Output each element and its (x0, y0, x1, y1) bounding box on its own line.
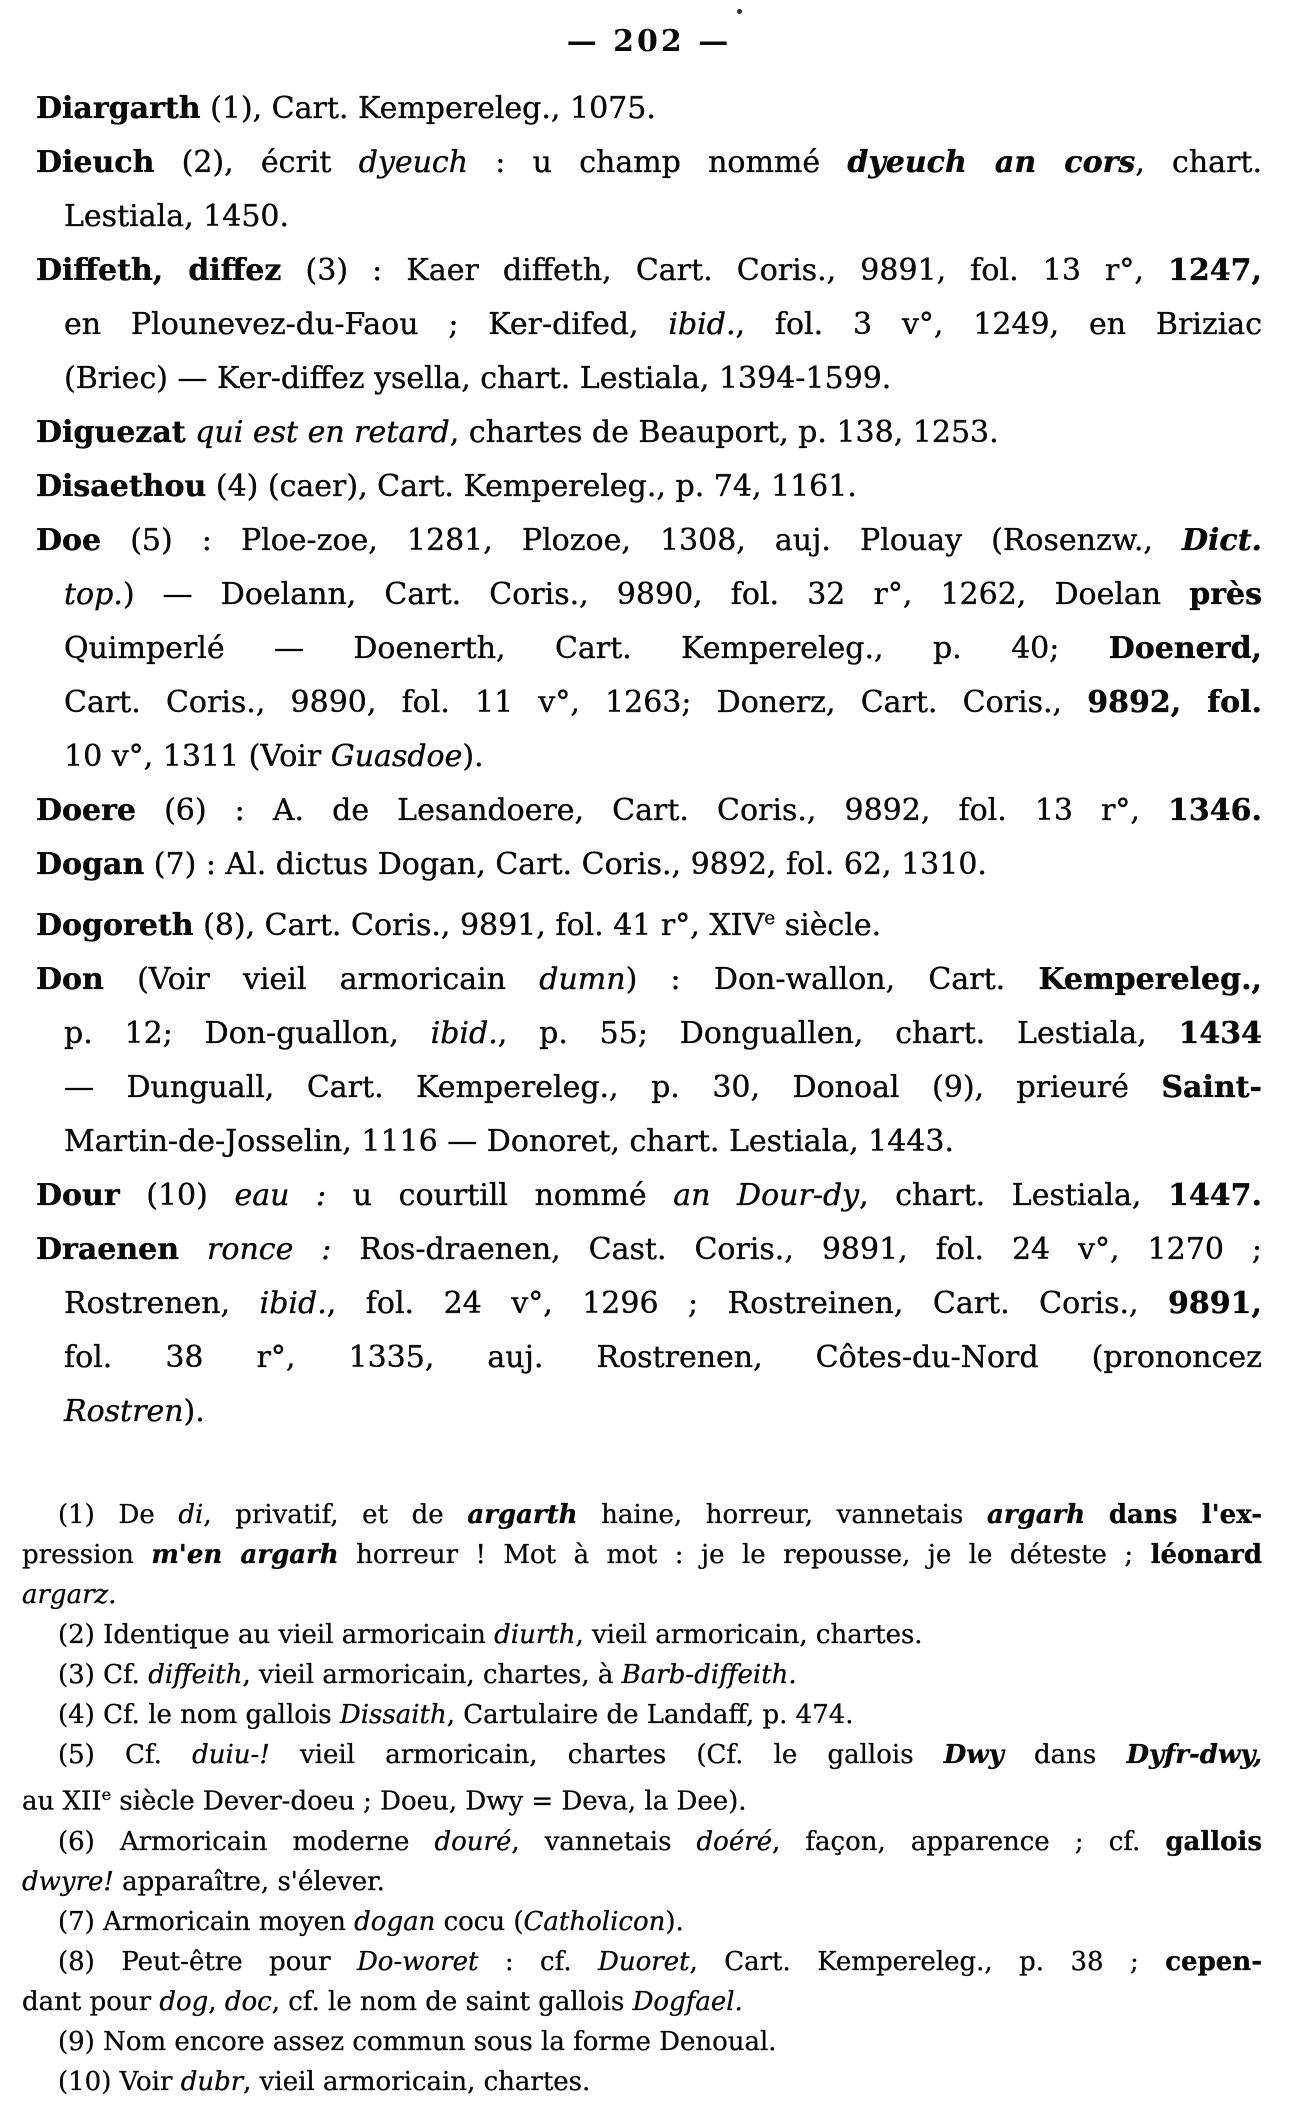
text-line (36, 190, 1262, 244)
dictionary-entry (36, 838, 1262, 892)
text-line (22, 1902, 1262, 1942)
text-segment: siècle Dever-doeu ; Doeu, Dwy = Deva, la Dee). (111, 1786, 747, 1817)
text-segment: , Cartulaire de Landaff, p. 474. (446, 1700, 854, 1730)
text-segment: Cart. Coris., 9890, fol. 11 v°, 1263; Donerz, Cart. Coris., (64, 685, 1088, 720)
text-segment: , privatif, et de (203, 1500, 468, 1530)
text-line (22, 1982, 1262, 2022)
text-segment: Doere (36, 793, 137, 828)
text-segment: ) : Don-wallon, Cart. (625, 962, 1039, 997)
text-segment: en Plounevez-du-Faou ; Ker-difed, (64, 307, 669, 342)
text-segment: Don (36, 962, 104, 997)
text-line (36, 676, 1262, 730)
text-line (36, 953, 1262, 1007)
text-line (36, 622, 1262, 676)
text-segment: dans l'ex- (1108, 1500, 1263, 1530)
text-line (36, 730, 1262, 784)
text-segment: Barb-diffeith. (621, 1660, 797, 1690)
text-line (22, 1695, 1262, 1735)
text-segment: Lestiala, 1450. (64, 199, 290, 234)
text-segment: (7) Armoricain moyen (58, 1906, 355, 1937)
text-segment: 10 v°, 1311 (Voir (64, 739, 331, 774)
text-segment: dyeuch an cors (847, 145, 1136, 180)
text-segment: Draenen (36, 1232, 180, 1267)
text-segment: (4) (caer), Cart. Kempereleg., p. 74, 1161. (206, 469, 857, 504)
text-segment: Quimperlé — Doenerth, Cart. Kempereleg., p. 40; (64, 631, 1109, 666)
text-segment: Dwy (943, 1740, 1004, 1770)
text-segment: (2) Identique au vieil armoricain (58, 1620, 495, 1650)
text-segment: (10) (119, 1178, 235, 1213)
footnote (22, 1822, 1262, 1902)
text-segment: dog (159, 1986, 209, 2017)
text-segment: , vieil armoricain, chartes. (575, 1620, 923, 1650)
text-segment: (6) Armoricain moderne (58, 1826, 435, 1857)
text-segment: Martin-de-Josselin, 1116 — Donoret, chart. Lestiala, 1443. (64, 1124, 955, 1159)
text-segment: argarth (467, 1500, 578, 1530)
text-segment: (2), écrit (154, 145, 359, 180)
text-segment: u courtill nommé (326, 1178, 674, 1213)
footnote (22, 1495, 1262, 1615)
text-segment: ibid. (668, 307, 736, 342)
text-line (36, 1061, 1262, 1115)
text-segment: , façon, apparence ; cf. (772, 1826, 1166, 1857)
footnote (22, 1902, 1262, 1942)
text-line (22, 1775, 1262, 1822)
text-line (36, 406, 1262, 460)
dictionary-entry (36, 1223, 1262, 1439)
footnote (22, 1615, 1262, 1655)
text-segment: horreur ! Mot à mot : je le repousse, je le déteste ; (338, 1540, 1151, 1570)
footnote (22, 2062, 1262, 2102)
text-segment: diffeith (148, 1660, 243, 1690)
text-segment: , cf. le nom de saint gallois (271, 1986, 633, 2017)
dictionary-entries (36, 82, 1262, 1439)
text-segment: (10) Voir (58, 2066, 181, 2097)
text-segment: diurth (494, 1620, 576, 1650)
text-segment: Dogfael. (632, 1986, 743, 2017)
text-segment: 1447. (1168, 1178, 1262, 1213)
text-segment: Dour (36, 1178, 120, 1213)
text-segment: cocu ( (435, 1906, 524, 1937)
text-segment: ibid. (430, 1016, 498, 1051)
text-segment: Rostrenen, (64, 1286, 260, 1321)
footnote (22, 2022, 1262, 2062)
text-line (36, 1385, 1262, 1439)
text-line (36, 784, 1262, 838)
text-line (22, 1822, 1262, 1862)
text-segment: (4) Cf. le nom gallois (58, 1700, 340, 1730)
text-segment: 1346. (1168, 793, 1262, 828)
text-segment: (5) Cf. (58, 1740, 193, 1770)
text-segment: ronce : (207, 1232, 332, 1267)
dictionary-entry (36, 514, 1262, 784)
text-segment: fol. 38 r°, 1335, auj. Rostrenen, Côtes-du-Nord (prononcez (64, 1340, 1262, 1375)
text-line (22, 1862, 1262, 1902)
text-line (36, 1169, 1262, 1223)
text-segment: 9891, (1168, 1286, 1262, 1321)
text-segment: (1) De (58, 1500, 179, 1530)
text-line (36, 1115, 1262, 1169)
text-segment: duiu-! (192, 1740, 270, 1770)
text-segment: di (178, 1500, 204, 1530)
text-segment: douré (434, 1826, 512, 1857)
text-segment: p. 12; Don-guallon, (64, 1016, 431, 1051)
text-segment: Rostren (64, 1394, 184, 1429)
text-segment: (3) : Kaer diffeth, Cart. Coris., 9891, fol. 13 r°, (281, 253, 1169, 288)
text-segment: e (101, 1785, 112, 1804)
text-segment: Do-woret (356, 1946, 479, 1977)
text-segment: Dict. (1182, 523, 1262, 558)
text-segment: (1), Cart. Kempereleg., 1075. (200, 91, 656, 126)
text-segment: Dissaith (339, 1700, 447, 1730)
text-segment: argarz. (22, 1580, 117, 1610)
text-segment: Doenerd, (1108, 631, 1262, 666)
text-segment (1085, 1500, 1109, 1530)
text-segment: pression (22, 1540, 152, 1570)
text-segment: dyeuch (358, 145, 469, 180)
text-segment: apparaître, s'élever. (113, 1866, 385, 1897)
text-segment: 1434 (1178, 1016, 1262, 1051)
text-segment: léonard (1150, 1540, 1263, 1570)
text-segment: vieil armoricain, chartes (Cf. le gallois (269, 1740, 944, 1770)
text-line (22, 1495, 1262, 1535)
text-segment: (7) : Al. dictus Dogan, Cart. Coris., 9892, fol. 62, 1310. (144, 847, 987, 882)
text-segment: , chartes de Beauport, p. 138, 1253. (449, 415, 999, 450)
text-segment: eau : (234, 1178, 327, 1213)
dictionary-entry (36, 406, 1262, 460)
text-line (36, 1331, 1262, 1385)
text-segment: ). (462, 739, 484, 774)
footnote (22, 1655, 1262, 1695)
text-segment: Kempereleg., (1038, 962, 1262, 997)
text-segment: (Voir vieil armoricain (103, 962, 540, 997)
text-line (36, 568, 1262, 622)
text-line (36, 1223, 1262, 1277)
text-line (36, 892, 1262, 953)
text-segment: — Dunguall, Cart. Kempereleg., p. 30, Donoal (9), prieuré (64, 1070, 1162, 1105)
text-line (36, 82, 1262, 136)
text-line (22, 1575, 1262, 1615)
text-line (22, 2022, 1262, 2062)
text-line (36, 514, 1262, 568)
text-segment: (5) : Ploe-zoe, 1281, Plozoe, 1308, auj. Plouay (Rosenzw., (101, 523, 1183, 558)
text-line (36, 352, 1262, 406)
dictionary-entry (36, 1169, 1262, 1223)
text-segment: dant pour (22, 1986, 160, 2017)
text-segment: Dogoreth (36, 908, 194, 943)
text-segment: Diargarth (36, 91, 201, 126)
text-line (36, 460, 1262, 514)
text-segment: an Dour-dy (673, 1178, 860, 1213)
text-segment: doc (224, 1986, 272, 2017)
dictionary-entry (36, 244, 1262, 406)
text-line (22, 1942, 1262, 1982)
text-segment: 9892, fol. (1087, 685, 1262, 720)
text-segment: gallois (1165, 1826, 1262, 1857)
text-segment: top. (64, 577, 123, 612)
text-segment: Dyfr-dwy, (1126, 1740, 1263, 1770)
text-segment: , p. 55; Donguallen, chart. Lestiala, (497, 1016, 1179, 1051)
text-segment: Dogan (36, 847, 145, 882)
text-segment: , fol. 3 v°, 1249, en Briziac (735, 307, 1262, 342)
text-line (22, 1735, 1262, 1775)
text-segment: (3) Cf. (58, 1660, 149, 1690)
text-segment: près (1189, 577, 1262, 612)
text-segment: Doe (36, 523, 102, 558)
text-segment: ibid. (259, 1286, 327, 1321)
text-segment (186, 415, 196, 450)
text-segment: ). (183, 1394, 205, 1429)
text-line (36, 136, 1262, 190)
dictionary-entry (36, 136, 1262, 244)
text-segment: Saint- (1161, 1070, 1262, 1105)
dictionary-entry (36, 953, 1262, 1169)
text-segment: Diffeth, diffez (36, 253, 282, 288)
text-segment: doéré (696, 1826, 773, 1857)
text-segment: Guasdoe (330, 739, 463, 774)
text-segment: , vannetais (511, 1826, 697, 1857)
text-line (22, 1655, 1262, 1695)
text-segment: dogan (354, 1906, 436, 1937)
text-line (22, 2062, 1262, 2102)
text-segment: (Briec) — Ker-diffez ysella, chart. Lestiala, 1394-1599. (64, 361, 892, 396)
text-line (36, 298, 1262, 352)
ink-speck (737, 9, 742, 14)
text-segment: dumn (539, 962, 626, 997)
dictionary-entry (36, 784, 1262, 838)
footnotes-section (22, 1495, 1262, 2102)
footnote (22, 1695, 1262, 1735)
text-segment: , (208, 1986, 225, 2017)
text-segment: , vieil armoricain, chartes, à (242, 1660, 622, 1690)
text-line (36, 1277, 1262, 1331)
text-line (36, 244, 1262, 298)
text-segment: (9) Nom encore assez commun sous la forme Denoual. (58, 2026, 777, 2057)
text-line (36, 1007, 1262, 1061)
text-segment: , fol. 24 v°, 1296 ; Rostreinen, Cart. Coris., (326, 1286, 1169, 1321)
text-segment: , chart. (1135, 145, 1262, 180)
text-segment: 1247, (1168, 253, 1262, 288)
page-number: — 202 — (566, 24, 732, 59)
text-segment: Ros-draenen, Cast. Coris., 9891, fol. 24 v°, 1270 ; (331, 1232, 1262, 1267)
text-line (22, 1535, 1262, 1575)
text-segment: qui est en retard (195, 415, 450, 450)
dictionary-entry (36, 460, 1262, 514)
text-segment: , vieil armoricain, chartes. (243, 2066, 591, 2097)
text-segment: dwyre! (22, 1866, 114, 1897)
text-segment: Dieuch (36, 145, 155, 180)
text-line (22, 1615, 1262, 1655)
text-segment: , Cart. Kempereleg., p. 38 ; (689, 1946, 1166, 1977)
text-segment: , chart. Lestiala, (859, 1178, 1169, 1213)
footnote (22, 1942, 1262, 2022)
text-segment: cepen- (1165, 1946, 1262, 1977)
text-segment: ) — Doelann, Cart. Coris., 9890, fol. 32 r°, 1262, Doelan (122, 577, 1190, 612)
footnote (22, 1735, 1262, 1822)
text-segment: (8), Cart. Coris., 9891, fol. 41 r°, XIV (193, 908, 765, 943)
text-line (36, 838, 1262, 892)
text-segment: au XII (22, 1786, 102, 1817)
text-segment: (6) : A. de Lesandoere, Cart. Coris., 9892, fol. 13 r°, (136, 793, 1169, 828)
text-segment (179, 1232, 207, 1267)
text-segment: : u champ nommé (468, 145, 848, 180)
text-segment: (8) Peut-être pour (58, 1946, 357, 1977)
text-segment: Diguezat (36, 415, 186, 450)
text-segment: ). (665, 1906, 684, 1937)
text-segment: Disaethou (36, 469, 207, 504)
text-segment: m'en argarh (151, 1540, 339, 1570)
dictionary-entry (36, 892, 1262, 953)
text-segment: Duoret (598, 1946, 690, 1977)
text-segment: : cf. (478, 1946, 599, 1977)
text-segment: dans (1003, 1740, 1127, 1770)
text-segment: Catholicon (523, 1906, 666, 1937)
text-segment: e (764, 908, 776, 929)
text-segment: siècle. (775, 908, 882, 943)
text-segment: dubr (180, 2066, 244, 2097)
dictionary-entry (36, 82, 1262, 136)
text-segment: argarh (986, 1500, 1086, 1530)
text-segment: haine, horreur, vannetais (577, 1500, 987, 1530)
